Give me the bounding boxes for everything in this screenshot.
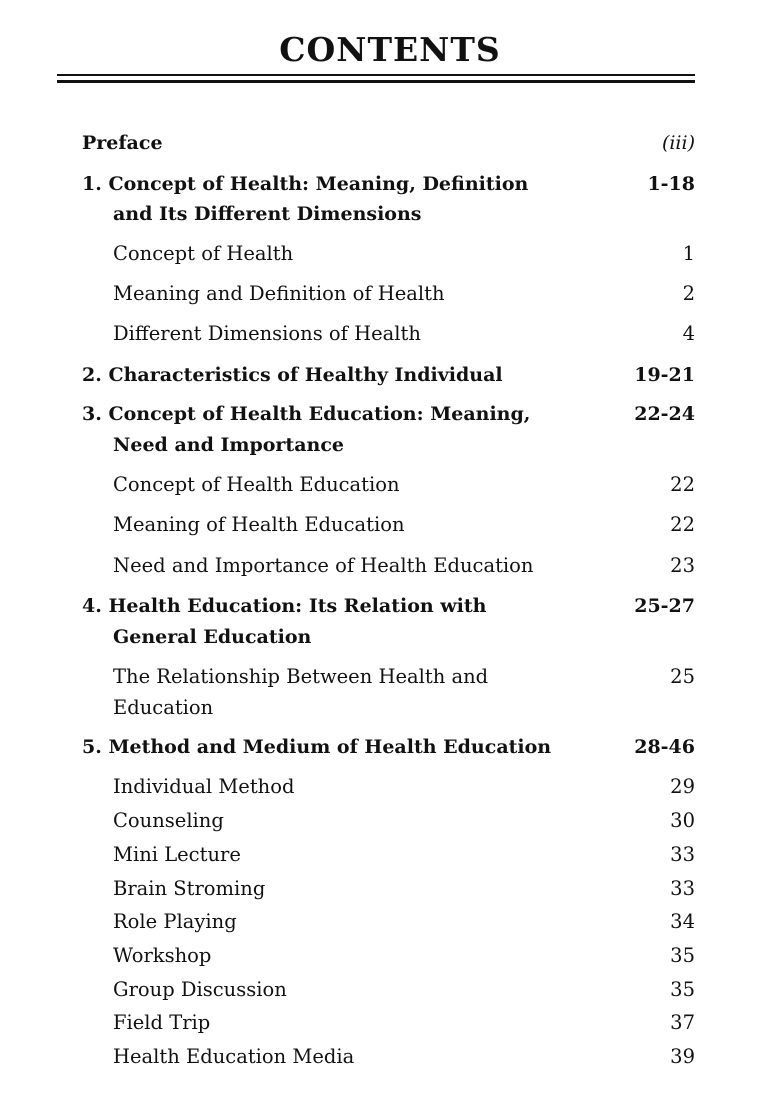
chapter-title: Characteristics of Healthy Individual — [108, 364, 503, 386]
chapter-number: 3. — [82, 403, 102, 425]
chapter-title-line2: and Its Different Dimensions — [113, 203, 422, 225]
section-page: 35 — [670, 978, 695, 1001]
section-page: 22 — [670, 473, 695, 496]
chapter-heading — [82, 732, 551, 762]
section-page: 4 — [682, 322, 695, 345]
section-label: Need and Importance of Health Education — [113, 554, 534, 577]
section-label: Concept of Health — [113, 242, 294, 265]
entry-page: (iii) — [661, 132, 695, 154]
chapter-pages: 22-24 — [634, 403, 695, 425]
section-page: 39 — [670, 1045, 695, 1068]
chapter-heading — [82, 399, 530, 429]
section-page: 2 — [682, 282, 695, 305]
section-label: Workshop — [113, 944, 212, 967]
chapter-title-line2: General Education — [113, 626, 312, 648]
section-page: 1 — [682, 242, 695, 265]
section-label: Health Education Media — [113, 1045, 355, 1068]
page-title: CONTENTS — [279, 30, 501, 69]
section-label: Individual Method — [113, 775, 295, 798]
chapter-pages: 25-27 — [634, 595, 695, 617]
chapter-pages: 1-18 — [647, 173, 695, 195]
section-label: Role Playing — [113, 910, 237, 933]
section-label: Group Discussion — [113, 978, 287, 1001]
chapter-number: 1. — [82, 173, 102, 195]
entry-label: Preface — [82, 132, 163, 154]
chapter-number: 5. — [82, 736, 102, 758]
section-label: Brain Stroming — [113, 877, 266, 900]
chapter-title: Concept of Health: Meaning, Definition — [108, 173, 529, 195]
section-page: 23 — [670, 554, 695, 577]
section-page: 35 — [670, 944, 695, 967]
section-label: Concept of Health Education — [113, 473, 400, 496]
chapter-title: Health Education: Its Relation with — [108, 595, 487, 617]
chapter-number: 2. — [82, 364, 102, 386]
section-label: Field Trip — [113, 1011, 211, 1034]
section-page: 25 — [670, 665, 695, 688]
section-page: 37 — [670, 1011, 695, 1034]
chapter-number: 4. — [82, 595, 102, 617]
section-page: 30 — [670, 809, 695, 832]
chapter-pages: 28-46 — [634, 736, 695, 758]
section-page: 29 — [670, 775, 695, 798]
section-page: 34 — [670, 910, 695, 933]
chapter-title: Method and Medium of Health Education — [108, 736, 552, 758]
section-label: Meaning of Health Education — [113, 513, 405, 536]
chapter-heading — [82, 591, 486, 621]
chapter-heading — [82, 169, 528, 199]
section-label: Different Dimensions of Health — [113, 322, 421, 345]
chapter-heading — [82, 360, 503, 390]
chapter-title: Concept of Health Education: Meaning, — [108, 403, 531, 425]
section-page: 33 — [670, 843, 695, 866]
section-label-line2: Education — [113, 696, 214, 719]
section-page: 22 — [670, 513, 695, 536]
title-rule-thick — [57, 80, 695, 83]
chapter-title-line2: Need and Importance — [113, 434, 344, 456]
section-label: Mini Lecture — [113, 843, 241, 866]
section-label: The Relationship Between Health and — [113, 665, 489, 688]
section-page: 33 — [670, 877, 695, 900]
section-label: Meaning and Definition of Health — [113, 282, 445, 305]
chapter-pages: 19-21 — [634, 364, 695, 386]
title-rule-thin — [57, 74, 695, 76]
section-label: Counseling — [113, 809, 224, 832]
